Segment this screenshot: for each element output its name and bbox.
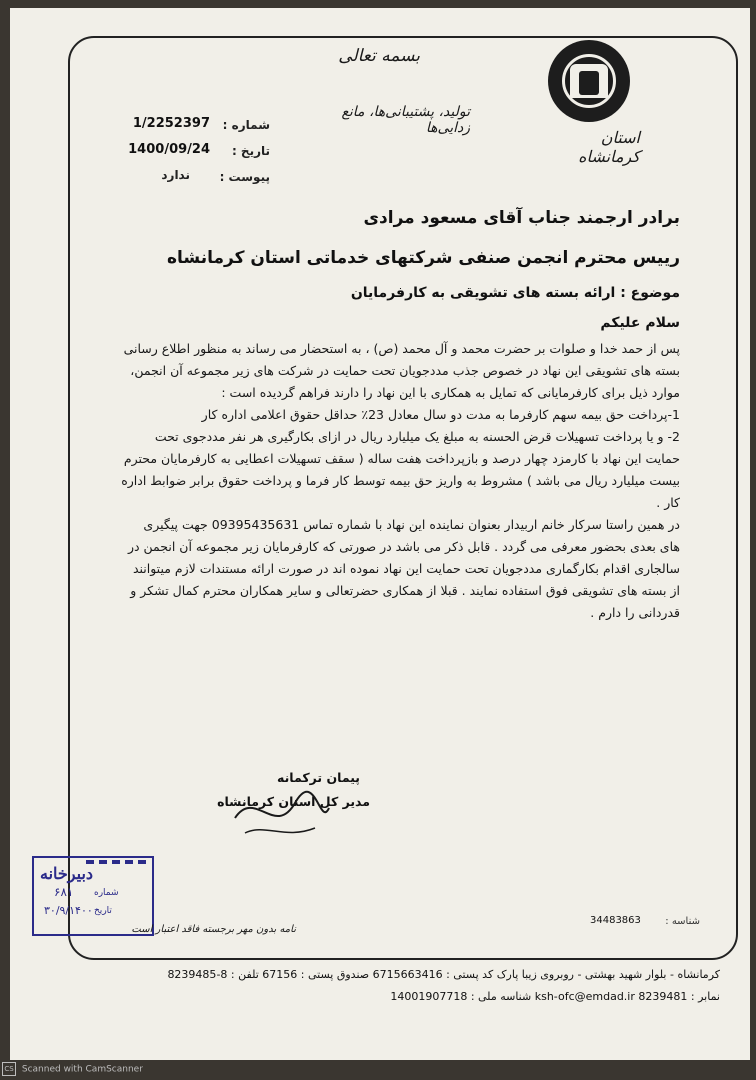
footer-fax-label: نمابر : xyxy=(690,990,720,1003)
footer-postal-label: کد پستی : xyxy=(446,968,494,981)
org-name: استان کرمانشاه xyxy=(578,128,640,166)
footer-phone-label: تلفن : xyxy=(230,968,259,981)
body-closing: در همین راستا سرکار خانم اربیدار بعنوان نماینده این نهاد با شماره تماس 09395435631 جهت پیگیری های بعدی بحضور معرفی می گردد . قابل ذکر می باشد در صورتی که کارفرمایان زیر مجموعه آن انجمن در سالجاری اقدام بکارگماری مددجویان تحت حمایت این نهاد نموده اند در صورت ارائه مستندات لازم میتوانند از بسته های تشویقی فوق استفاده نمایند . قبلا از همکاری حضرتعالی و سایر همکاران محترم کمال تشکر و قدردانی را دارم . xyxy=(127,517,680,620)
footer-phone-value: 8-8239485 xyxy=(167,968,228,981)
signer-name: پیمان ترکمانه xyxy=(277,770,360,785)
subject-line: موضوع : ارائه بسته های تشویقی به کارفرمایان xyxy=(350,285,680,301)
doc-id-value: 34483863 xyxy=(590,915,641,926)
scanner-watermark xyxy=(2,1062,143,1076)
greeting: سلام علیکم xyxy=(600,315,680,331)
body-item-1: 1-پرداخت حق بیمه سهم کارفرما به مدت دو سال معادل 23٪ حداقل حقوق اعلامی اداره کار xyxy=(201,407,680,422)
footer-pobox-value: 67156 xyxy=(262,968,298,981)
footer-fax-value: 8239481 xyxy=(638,990,688,1003)
stamp-date-value: ۳۰/۹/۱۴۰۰ xyxy=(44,904,93,917)
footer-line-2 xyxy=(70,990,720,1003)
letter-sheet xyxy=(10,8,750,1060)
number-value: 1/2252397 xyxy=(132,116,210,131)
footer-postal-value: 6715663416 xyxy=(372,968,443,981)
attachment-label: پیوست : xyxy=(219,170,270,184)
stamp-number-label: شماره xyxy=(94,888,119,898)
body-item-2: 2- و یا پرداخت تسهیلات قرض الحسنه به مبلغ یک میلیارد ریال در ازای بکارگیری هر نفر مددجوی تحت حمایت این نهاد با کارمزد چهار درصد و بازپرداخت هفت ساله ( سقف تسهیلات اعطایی به کارفرمایان محترم بیست میلیارد ریال می باشد ) مشروط به واریز حق بیمه توسط کار فرما و پرداخت حقوق برابر ضوابط اداره کار . xyxy=(121,429,680,510)
stamp-title: دبیرخانه xyxy=(40,864,94,883)
number-label: شماره : xyxy=(222,118,270,132)
bismillah: بسمه تعالی xyxy=(338,46,420,66)
stamp-border-decor xyxy=(86,860,146,864)
slogan: تولید، پشتیبانی‌ها، مانع زدایی‌ها xyxy=(341,104,470,136)
addressee-name: برادر ارجمند جناب آقای مسعود مرادی xyxy=(363,208,680,228)
handwritten-signature xyxy=(225,778,335,848)
footer-address: کرمانشاه - بلوار شهید بهشتی - روبروی زیبا پارک xyxy=(496,968,720,981)
camscanner-icon: CS xyxy=(2,1062,16,1076)
footer-national-id-label: شناسه ملی : xyxy=(470,990,532,1003)
emdad-logo xyxy=(548,40,630,122)
doc-id-label: شناسه : xyxy=(665,916,700,927)
stamp-date-label: تاریخ xyxy=(94,906,112,916)
stamp-number-value: ۶۸۱ xyxy=(54,885,74,899)
stamp-note: نامه بدون مهر برجسته فاقد اعتبار است xyxy=(131,924,296,935)
logo-figure-inner xyxy=(579,71,599,95)
footer-pobox-label: صندوق پستی : xyxy=(300,968,370,981)
footer-line-1 xyxy=(70,968,720,981)
letter-body xyxy=(120,338,680,624)
date-label: تاریخ : xyxy=(231,144,270,158)
scanner-brand: Scanned with CamScanner xyxy=(21,1064,143,1075)
footer-email: ksh-ofc@emdad.ir xyxy=(534,990,635,1003)
signer-title: مدیر کل استان کرمانشاه xyxy=(217,794,370,809)
footer-national-id-value: 14001907718 xyxy=(390,990,468,1003)
attachment-value: ندارد xyxy=(161,168,190,182)
date-value: 1400/09/24 xyxy=(128,142,210,157)
addressee-title: رییس محترم انجمن صنفی شرکتهای خدماتی استان کرمانشاه xyxy=(167,248,680,268)
body-intro: پس از حمد خدا و صلوات بر حضرت محمد و آل محمد (ص) ، به استحضار می رساند به منظور اطلاع رسانی بسته های تشویقی این نهاد در خصوص جذب مددجویان تحت حمایت در شرکت های زیر مجموعه آن انجمن، موارد ذیل برای کارفرمایانی که تمایل به همکاری با این نهاد را دارند فراهم گردیده است : xyxy=(123,341,680,400)
